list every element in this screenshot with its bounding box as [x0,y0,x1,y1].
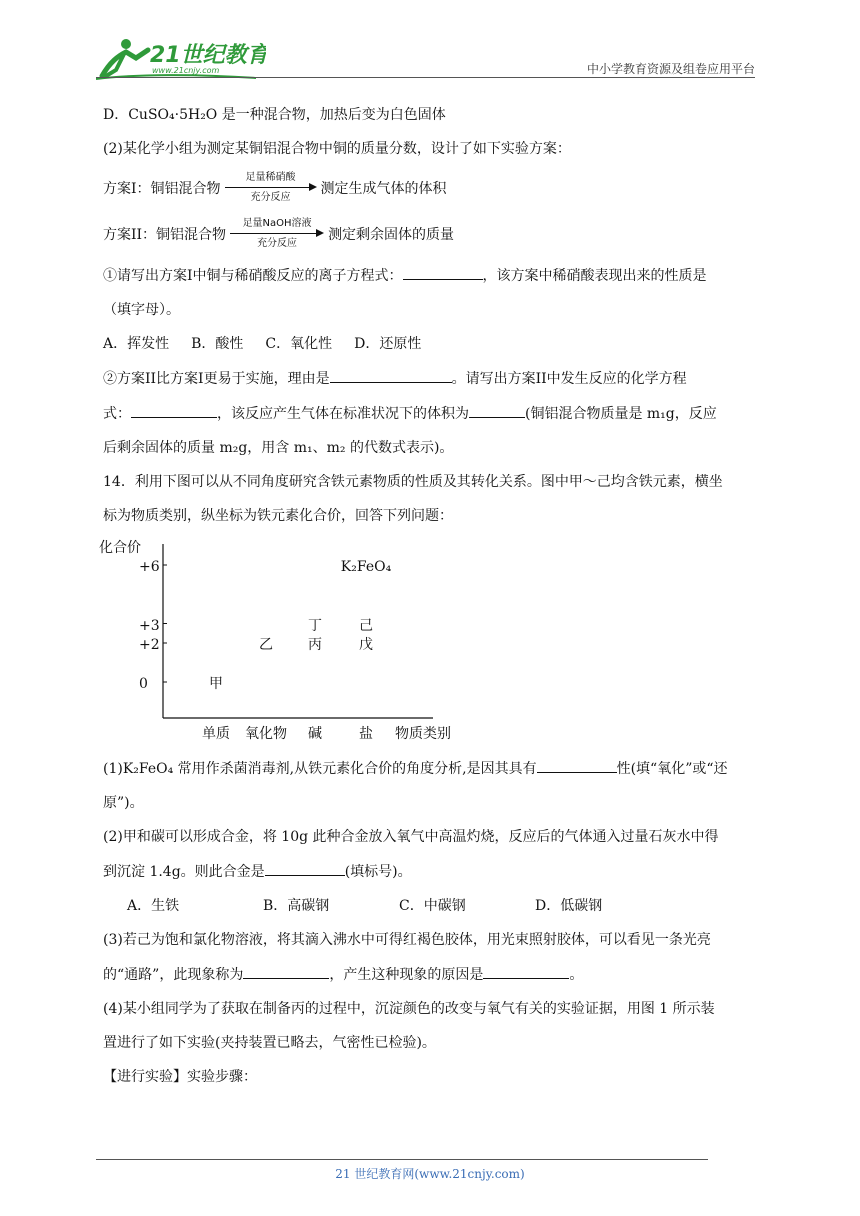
option-c: C．中碳钢 [399,898,466,914]
reaction-arrow [228,218,326,252]
question-14-3-cont [103,962,763,987]
text: 。 [569,967,584,983]
option-b: B．高碳钢 [263,898,330,914]
arrow-top-label: 足量NaOH溶液 [242,218,312,229]
x-tick-label: 碱 [308,726,322,742]
option-a: A．挥发性 [103,336,170,352]
text: 的“通路”，此现象称为 [103,967,244,983]
text: (填标号)。 [344,864,412,880]
answer-blank[interactable] [243,962,329,979]
question-14-line-2: 标为物质类别，纵坐标为铁元素化合价，回答下列问题： [103,508,453,524]
answer-blank[interactable] [131,401,217,418]
text: (铜铝混合物质量是 m₁g，反应 [525,406,717,422]
question-14-4: (4)某小组同学为了获取在制备丙的过程中，沉淀颜色的改变与氧气有关的实验证据，用图 1 所示装 [103,1001,715,1017]
data-point-label: 甲 [209,676,223,692]
option-a: A．生铁 [127,898,180,914]
question-14-2: (2)甲和碳可以形成合金，将 10g 此种合金放入氧气中高温灼烧，反应后的气体通入过量石灰水中得 [103,829,719,845]
arrow-bottom-label: 充分反应 [257,238,298,249]
data-point-label: 丙 [308,637,322,653]
answer-blank[interactable] [483,962,569,979]
scheme-1 [103,171,763,207]
logo-text: 21世纪教育 [150,43,266,68]
text: ，产生这种现象的原因是 [329,967,484,983]
question-14-3: (3)若己为饱和氯化物溶液，将其滴入沸水中可得红褐色胶体，用光束照射胶体，可以看见一条光亮 [103,932,711,948]
x-axis-label: 物质类别 [395,726,451,742]
y-tick-label: +3 [139,617,160,634]
question-14-4-cont: 置进行了如下实验(夹持装置已略去，气密性已检验)。 [103,1035,436,1051]
sub-question-1-line-2: （填字母）。 [103,302,180,318]
options-alloy [103,894,763,918]
y-tick-label: 0 [139,676,148,692]
option-d: D．还原性 [354,336,422,352]
y-axis-label: 化合价 [99,540,141,556]
document-body [99,103,763,1089]
data-point-label: K₂FeO₄ [340,559,392,575]
data-point-label: 戊 [359,637,373,653]
sub-question-2-line-3: 后剩余固体的质量 m₂g，用含 m₁、m₂ 的代数式表示)。 [103,440,454,456]
reaction-arrow [223,172,319,206]
y-tick-label: +2 [139,637,160,653]
x-tick-label: 盐 [359,726,373,742]
x-tick-label: 单质 [202,726,230,742]
scheme-1-suffix: 测定生成气体的体积 [320,181,447,197]
footer-divider [96,1159,708,1160]
text: (1)K₂FeO₄ 常用作杀菌消毒剂,从铁元素化合价的角度分析,是因其具有 [103,761,537,777]
text: ，该反应产生气体在标准状况下的体积为 [217,406,469,422]
header-divider [96,77,755,78]
text: 性(填“氧化”或“还 [616,761,728,777]
scheme-2-prefix: 方案II：铜铝混合物 [103,227,227,243]
sub-question-1-line [103,263,763,288]
valence-chart [99,534,503,746]
sub-question-2-line-2 [103,401,763,426]
arrow-top-label: 足量稀硝酸 [245,172,296,183]
site-logo [96,36,266,80]
text: 式： [103,406,131,422]
y-tick-label: +6 [139,559,160,575]
question-14-1 [103,756,763,781]
text: ①请写出方案I中铜与稀硝酸反应的离子方程式： [103,268,403,284]
option-b: B．酸性 [191,336,244,352]
chart-axes [103,534,503,746]
question-14-2-cont [103,859,763,884]
text: 到沉淀 1.4g。则此合金是 [103,864,265,880]
header-platform-text: 中小学教育资源及组卷应用平台 [586,62,755,76]
question-14-line-1: 14．利用下图可以从不同角度研究含铁元素物质的性质及其转化关系。图中甲～己均含铁元素，横坐 [103,474,723,490]
text: ，该方案中稀硝酸表现出来的性质是 [482,268,707,284]
option-c: C．氧化性 [265,336,333,352]
scheme-1-prefix: 方案I：铜铝混合物 [103,181,221,197]
scheme-2 [103,217,763,253]
answer-blank[interactable] [537,756,617,773]
answer-blank[interactable] [469,401,525,418]
arrow-bottom-label: 充分反应 [250,192,291,203]
text: ②方案II比方案I更易于实施，理由是 [103,371,330,387]
question-14-1-cont: 原”)。 [103,795,144,811]
answer-blank[interactable] [403,263,483,280]
logo-url: www.21cnjy.com [152,66,220,75]
data-point-label: 丁 [308,617,322,634]
experiment-heading: 【进行实验】实验步骤： [103,1069,257,1085]
scheme-2-suffix: 测定剩余固体的质量 [328,227,455,243]
x-tick-label: 氧化物 [245,726,287,742]
text: 。请写出方案II中发生反应的化学方程 [451,371,687,387]
data-point-label: 己 [359,617,373,634]
footer-text: 21 世纪教育网(www.21cnjy.com) [335,1167,525,1181]
sub-question-2-line [103,366,763,391]
answer-blank[interactable] [265,859,345,876]
option-d-line: D．CuSO₄·5H₂O 是一种混合物，加热后变为白色固体 [103,107,446,123]
option-d: D．低碳钢 [535,898,603,914]
data-point-label: 乙 [259,637,273,653]
options-properties [103,332,763,356]
answer-blank[interactable] [330,366,452,383]
question-2-intro: (2)某化学小组为测定某铜铝混合物中铜的质量分数，设计了如下实验方案： [103,141,571,157]
